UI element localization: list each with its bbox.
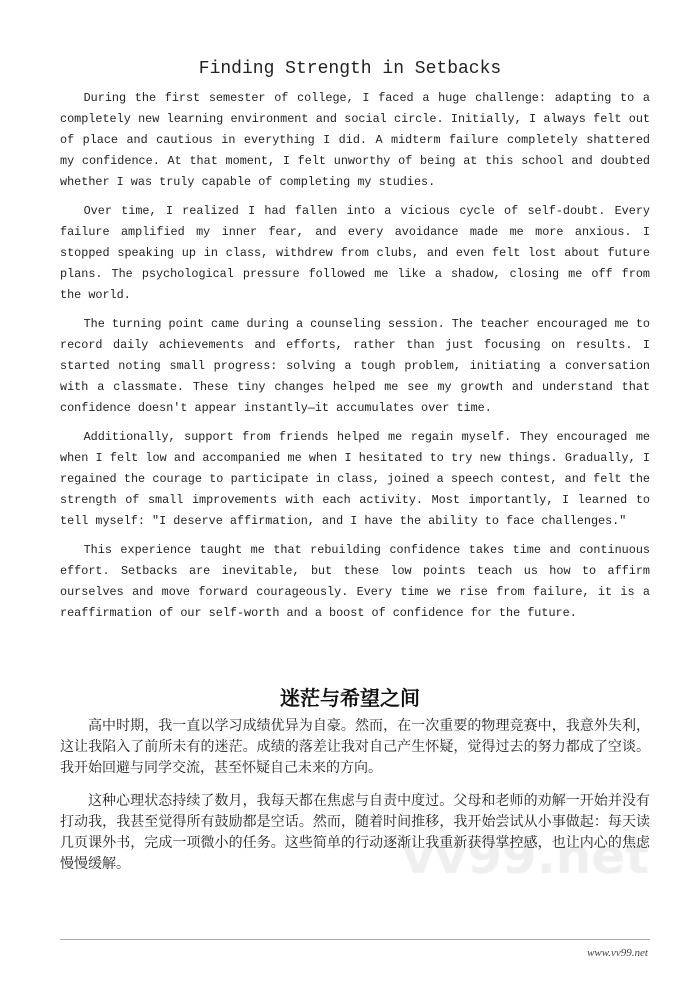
paragraph: Additionally, support from friends helped me regain myself. They encouraged me when I felt low and accompanied me when I hesitated to try new things. Gradually, I regained the courage to participate in class, joined a speech contest, and felt the strength of small improvements with each activity. Most importantly, I learned to tell myself: "I deserve affirmation, and I have the ability to face challenges." xyxy=(60,430,650,528)
english-title: Finding Strength in Setbacks xyxy=(198,59,502,79)
english-body xyxy=(60,88,650,624)
footer-url: www.vv99.net xyxy=(587,947,648,959)
paragraph: During the first semester of college, I faced a huge challenge: adapting to a completely new learning environment and social circle. Initially, I always felt out of place and cautious in everything I did. A midterm failure completely shattered my confidence. At that moment, I felt unworthy of being at this school and doubted whether I was truly capable of completing my studies. xyxy=(60,91,650,189)
chinese-body xyxy=(60,716,650,875)
chinese-title: 迷茫与希望之间 xyxy=(280,686,420,710)
paragraph: This experience taught me that rebuilding confidence takes time and continuous effort. Setbacks are inevitable, but these low points teach us how to affirm ourselves and move forward courageously. Every time we rise from failure, it is a reaffirmation of our self-worth and a boost of confidence for the future. xyxy=(60,543,650,620)
paragraph: 高中时期，我一直以学习成绩优异为自豪。然而，在一次重要的物理竞赛中，我意外失利，这让我陷入了前所未有的迷茫。成绩的落差让我对自己产生怀疑，觉得过去的努力都成了空谈。我开始回避与同学交流，甚至怀疑自己未来的方向。 xyxy=(60,718,650,776)
paragraph: 这种心理状态持续了数月，我每天都在焦虑与自责中度过。父母和老师的劝解一开始并没有打动我，我甚至觉得所有鼓励都是空话。然而，随着时间推移，我开始尝试从小事做起：每天读几页课外书，完成一项微小的任务。这些简单的行动逐渐让我重新获得掌控感，也让内心的焦虑慢慢缓解。 xyxy=(60,793,650,872)
paragraph: Over time, I realized I had fallen into a vicious cycle of self-doubt. Every failure amplified my inner fear, and every avoidance made me more anxious. I stopped speaking up in class, withdrew from clubs, and even felt lost about future plans. The psychological pressure followed me like a shadow, closing me off from the world. xyxy=(60,204,650,302)
footer-divider xyxy=(60,939,650,940)
paragraph: The turning point came during a counseling session. The teacher encouraged me to record daily achievements and efforts, rather than just focusing on results. I started noting small progress: solving a tough problem, initiating a conversation with a classmate. These tiny changes helped me see my growth and understand that confidence doesn't appear instantly—it accumulates over time. xyxy=(60,317,650,415)
